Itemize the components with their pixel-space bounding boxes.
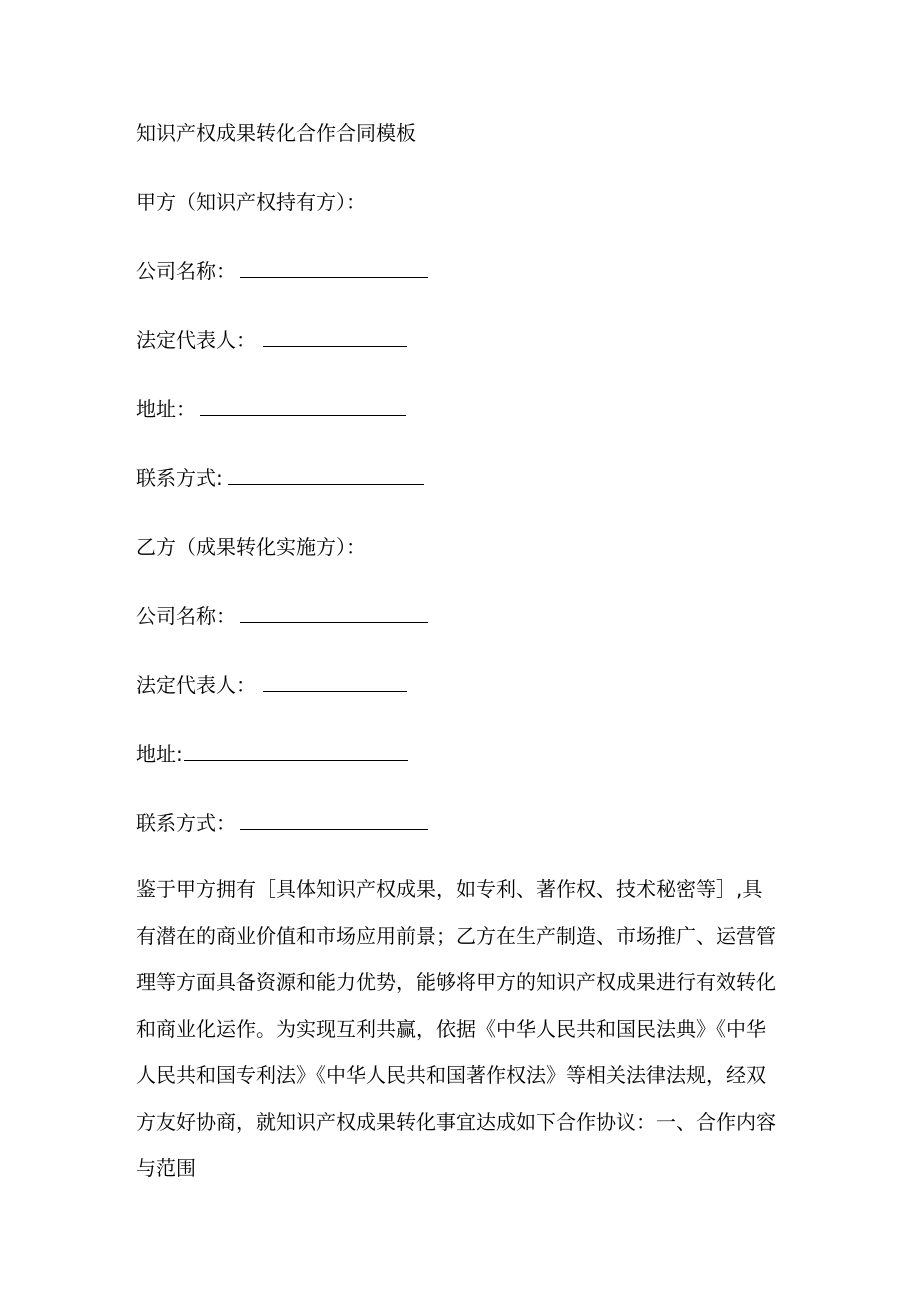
party-b-company-row	[136, 603, 428, 629]
document-title: 知识产权成果转化合作合同模板	[136, 121, 416, 145]
party-b-address-blank[interactable]	[184, 742, 408, 761]
party-a-company-label: 公司名称：	[136, 259, 236, 283]
preamble-line: 方友好协商，就知识产权成果转化事宜达成如下合作协议：一、合作内容	[136, 1109, 776, 1134]
preamble-line: 与范围	[136, 1156, 196, 1180]
party-a-company-blank[interactable]	[240, 259, 428, 278]
party-a-address-blank[interactable]	[200, 397, 406, 416]
preamble-paragraph	[136, 866, 786, 1192]
party-a-contact-label: 联系方式:	[136, 466, 223, 490]
party-a-company-row	[136, 258, 428, 284]
party-b-address-row	[136, 741, 408, 767]
party-a-address-row	[136, 396, 406, 422]
preamble-line: 理等方面具备资源和能力优势，能够将甲方的知识产权成果进行有效转化	[136, 970, 776, 994]
preamble-line: 和商业化运作。为实现互利共赢，依据《中华人民共和国民法典》《中华	[136, 1016, 766, 1041]
party-a-rep-blank[interactable]	[263, 328, 407, 347]
party-a-contact-blank[interactable]	[228, 466, 424, 485]
party-a-heading: 甲方（知识产权持有方）：	[136, 190, 366, 214]
party-a-contact-row	[136, 465, 424, 491]
party-b-contact-label: 联系方式：	[136, 811, 236, 835]
party-b-contact-blank[interactable]	[240, 811, 428, 830]
party-b-company-label: 公司名称：	[136, 604, 236, 628]
party-b-contact-row	[136, 810, 428, 836]
party-a-rep-label: 法定代表人：	[136, 328, 256, 352]
party-b-rep-row	[136, 672, 407, 698]
party-b-rep-blank[interactable]	[263, 673, 407, 692]
party-a-rep-row	[136, 327, 407, 353]
party-b-heading: 乙方（成果转化实施方）：	[136, 535, 366, 559]
party-b-company-blank[interactable]	[240, 604, 428, 623]
preamble-line: 有潜在的商业价值和市场应用前景；乙方在生产制造、市场推广、运营管	[136, 923, 776, 948]
preamble-line: 鉴于甲方拥有［具体知识产权成果，如专利、著作权、技术秘密等］,具	[136, 877, 763, 901]
preamble-line: 人民共和国专利法》《中华人民共和国著作权法》等相关法律法规，经双	[136, 1063, 766, 1087]
party-a-address-label: 地址：	[136, 397, 196, 421]
party-b-rep-label: 法定代表人：	[136, 673, 256, 697]
party-b-address-label: 地址:	[136, 742, 183, 766]
